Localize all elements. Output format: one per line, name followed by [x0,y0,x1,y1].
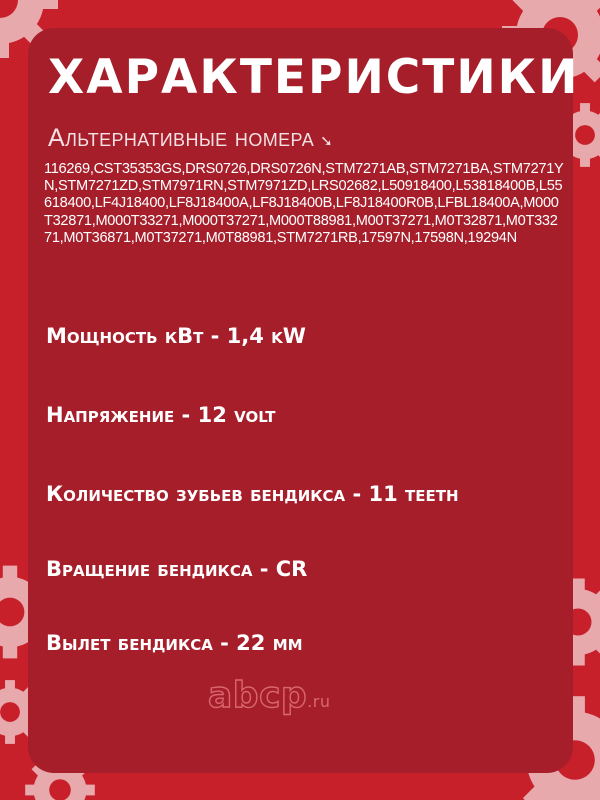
alt-numbers-heading-label: Альтернативные номера [48,124,315,152]
alt-numbers-heading [48,126,333,151]
alt-numbers-list: 116269,CST35353GS,DRS0726,DRS0726N,STM7271AB,STM7271BA,STM7271YN,STM7271ZD,STM7971RN,STM7971ZD,LRS02682,L50918400,L53818400B,L55618400,LF4J18400,LF8J18400A,LF8J18400B,LF8J18400R0B,LFBL18400A,M000T32871,M000T33271,M000T37271,M000T88981,M00T37271,M0T32871,M0T33271,M0T36871,M0T37271,M0T88981,STM7271RB,17597N,17598N,19294N [44,161,564,246]
spec-teeth: Количество зубьев бендикса - 11 teeth [46,482,459,506]
logo-name: abcp [208,675,308,716]
brand-logo [208,675,331,716]
arrow-down-right-icon: ➘ [320,133,334,150]
spec-rotation: Вращение бендикса - CR [46,557,308,581]
spec-voltage: Напряжение - 12 volt [46,403,276,427]
spec-power: Мощность кВт - 1,4 kW [46,324,306,348]
logo-domain: .ru [307,692,331,711]
spec-offset: Вылет бендикса - 22 мм [46,631,303,655]
info-card [28,28,580,773]
page-title: ХАРАКТЕРИСТИКИ [48,50,580,105]
